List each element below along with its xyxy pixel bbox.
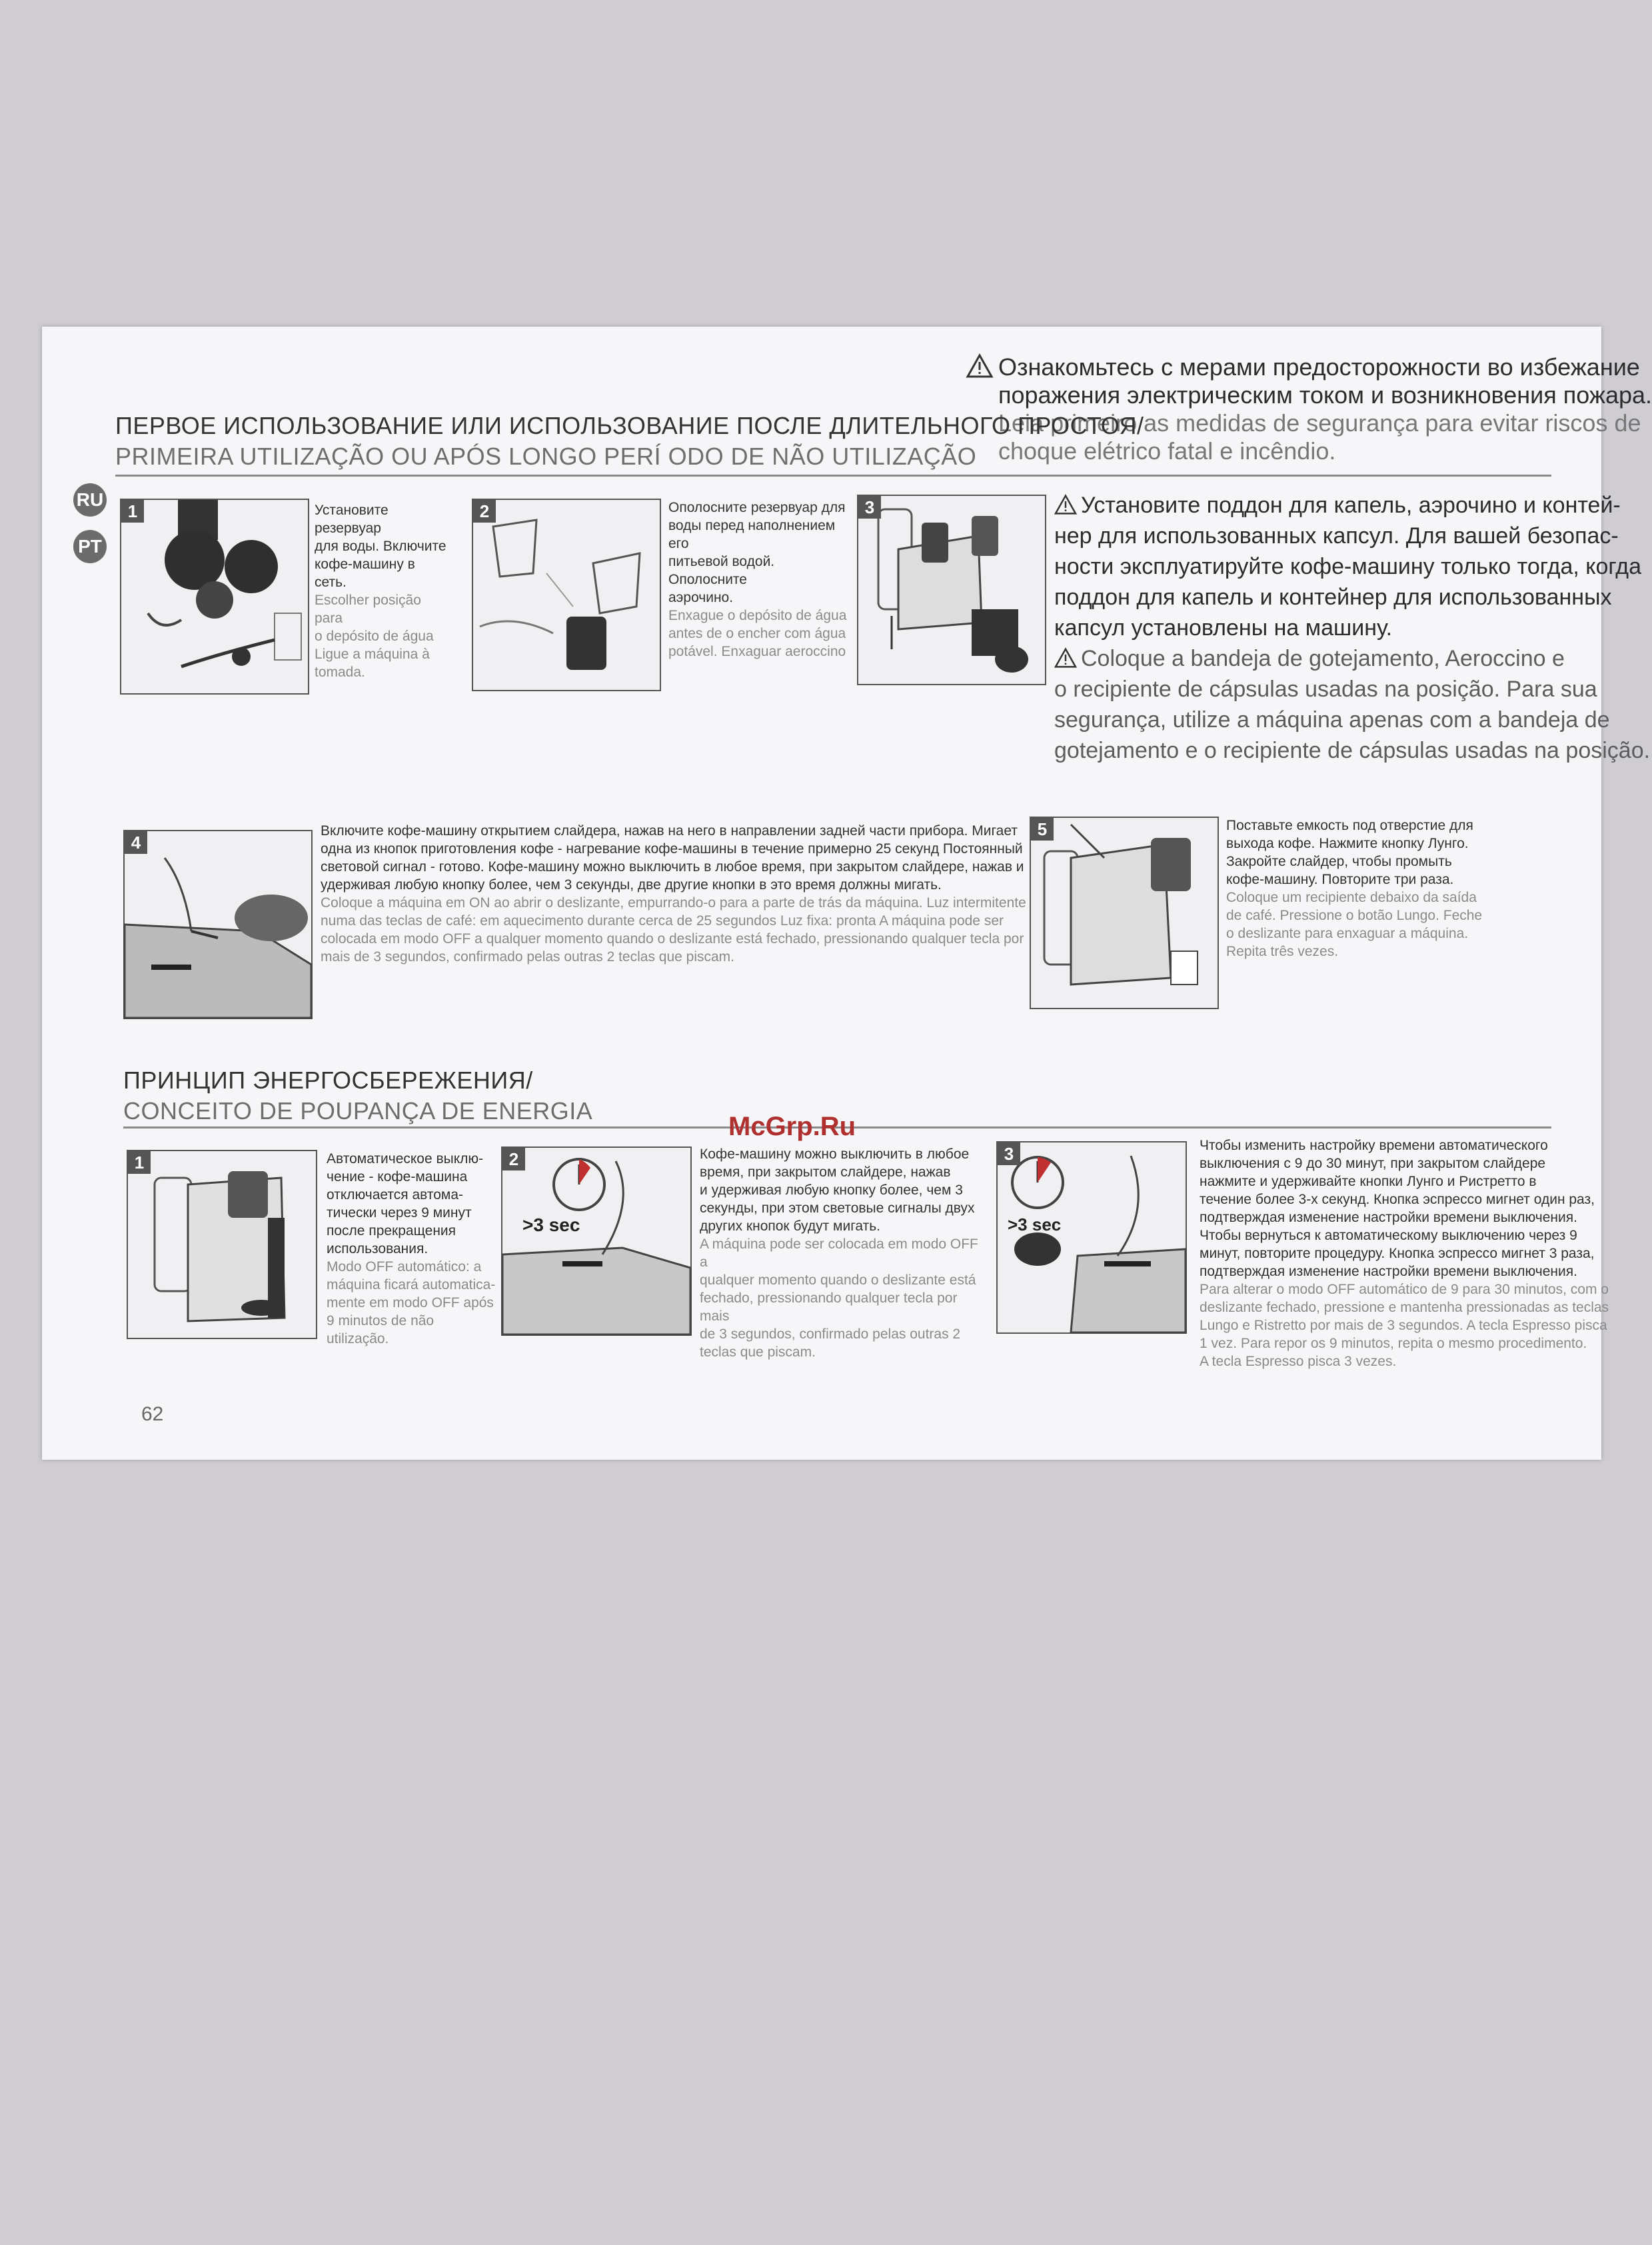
- text-line: deslizante fechado, pressione e mantenha pressionadas as teclas: [1200, 1300, 1609, 1315]
- text-line: o recipiente de cápsulas usadas na posição. Para sua: [1054, 677, 1597, 702]
- step-number: 1: [121, 500, 144, 523]
- energy-step1-text: [327, 1150, 500, 1348]
- text-line: Поставьте емкость под отверстие для: [1226, 818, 1473, 833]
- text-line: 9 minutos de não utilização.: [327, 1313, 434, 1346]
- text-line: капсул установлены на машину.: [1054, 615, 1393, 641]
- step4-illustration: [123, 830, 313, 1019]
- watermark: McGrp.Ru: [728, 1112, 856, 1141]
- machine-plug-illustration: [121, 500, 308, 693]
- text-line: удерживая любую кнопку более, чем 3 секунды, две другие кнопки в это время должны мигать.: [321, 877, 942, 893]
- hold-label: >3 sec: [1008, 1214, 1062, 1234]
- text-line: Установите поддон для капель, аэрочино и контей-: [1081, 493, 1621, 518]
- text-line: Ополосните резервуар для: [668, 500, 846, 515]
- text-line: выключения с 9 до 30 минут, при закрытом слайдере: [1200, 1156, 1546, 1171]
- text-line: Enxague o depósito de água: [668, 608, 847, 623]
- warning-icon: [1054, 648, 1077, 668]
- text-line: поддон для капель и контейнер для использованных: [1054, 585, 1612, 610]
- text-line: máquina ficará automatica-: [327, 1277, 496, 1292]
- text-line: питьевой водой. Ополосните: [668, 554, 775, 587]
- text-line: отключается автома-: [327, 1187, 464, 1202]
- text-line: секунды, при этом световые сигналы двух: [700, 1200, 975, 1216]
- text-line: Кофе-машину можно выключить в любое: [700, 1146, 970, 1162]
- text-line: colocada em modo OFF a qualquer momento quando o deslizante está fechado, pressionando qualquer tecla por: [321, 931, 1024, 947]
- text-line: аэрочино.: [668, 590, 734, 605]
- text-line: течение более 3-х секунд. Кнопка эспрессо мигнет один раз,: [1200, 1192, 1595, 1207]
- text-line: минут, повторите процедуру. Кнопка эспрессо мигнет 3 раза,: [1200, 1246, 1595, 1261]
- step-number: 1: [128, 1151, 151, 1174]
- text-line: подтверждая изменение настройки времени выключения.: [1200, 1264, 1577, 1279]
- text-line: Para alterar o modo OFF automático de 9 para 30 minutos, com o: [1200, 1282, 1609, 1297]
- text-line: чение - кофе-машина: [327, 1169, 468, 1184]
- text-line: Modo OFF automático: a: [327, 1259, 482, 1274]
- step-number: 2: [473, 500, 496, 523]
- energy-step3-illustration: [996, 1141, 1187, 1334]
- energy-step2-illustration: [501, 1146, 692, 1336]
- page-number: 62: [141, 1403, 164, 1425]
- drip-tray-illustration: [858, 496, 1045, 684]
- step1-text: [315, 501, 448, 681]
- text-line: fechado, pressionando qualquer tecla por mais: [700, 1290, 958, 1324]
- text-line: кофе-машину. Повторите три раза.: [1226, 872, 1454, 887]
- text-line: выхода кофе. Нажмите кнопку Лунго.: [1226, 836, 1469, 851]
- text-line: Coloque a máquina em ON ao abrir o deslizante, empurrando-o para a parte de trás da máquina. Luz intermitente: [321, 895, 1026, 911]
- step-number: 2: [502, 1148, 525, 1170]
- text-line: qualquer momento quando o deslizante está: [700, 1272, 976, 1288]
- energy-step2-text: [700, 1145, 980, 1361]
- step-number: 3: [858, 496, 881, 519]
- lang-badge-pt: PT: [73, 530, 107, 563]
- text-line: Чтобы вернуться к автоматическому выключению через 9: [1200, 1228, 1577, 1243]
- section2-title-pt: CONCEITO DE POUPANÇA DE ENERGIA: [123, 1097, 593, 1124]
- step-number: 3: [998, 1142, 1020, 1165]
- text-line: для воды. Включите: [315, 539, 446, 554]
- text-line: воды перед наполнением его: [668, 518, 836, 551]
- text-line: o deslizante para enxaguar a máquina.: [1226, 926, 1469, 941]
- text-line: нажмите и удерживайте кнопки Лунго и Ристретто в: [1200, 1174, 1537, 1189]
- text-line: A tecla Espresso pisca 3 vezes.: [1200, 1354, 1397, 1369]
- text-line: Coloque a bandeja de gotejamento, Aeroccino e: [1081, 646, 1565, 671]
- warning-pt-line1: Leia primeiro as medidas de segurança para evitar riscos de: [998, 409, 1641, 437]
- text-line: tomada.: [315, 665, 365, 680]
- warning-ru-line1: Ознакомьтесь с мерами предосторожности во избежание: [998, 353, 1640, 381]
- rinse-tank-illustration: [473, 500, 660, 690]
- text-line: mais de 3 segundos, confirmado pelas outras 2 teclas que piscam.: [321, 949, 735, 965]
- text-line: световой сигнал - готово. Кофе-машину можно выключить в любое время, при закрытом слайдере, нажав и: [321, 859, 1024, 875]
- text-line: segurança, utilize a máquina apenas com a bandeja de: [1054, 707, 1610, 733]
- text-line: Установите резервуар: [315, 503, 389, 536]
- text-line: de 3 segundos, confirmado pelas outras 2: [700, 1326, 961, 1342]
- text-line: время, при закрытом слайдере, нажав: [700, 1164, 951, 1180]
- text-line: potável. Enxaguar aeroccino: [668, 644, 846, 659]
- step2-illustration: [472, 499, 661, 691]
- text-line: Закройте слайдер, чтобы промыть: [1226, 854, 1452, 869]
- text-line: кофе-машину в сеть.: [315, 557, 415, 590]
- text-line: Автоматическое выклю-: [327, 1151, 484, 1166]
- step2-text: [668, 499, 848, 661]
- step3-illustration: [857, 495, 1046, 685]
- text-line: Включите кофе-машину открытием слайдера, нажав на него в направлении задней части прибора. Мигает: [321, 823, 1018, 839]
- change-timer-illustration: [998, 1142, 1186, 1332]
- warning-icon: [1054, 495, 1077, 515]
- text-line: Чтобы изменить настройку времени автоматического: [1200, 1138, 1548, 1153]
- text-line: gotejamento e o recipiente de cápsulas usadas na posição.: [1054, 738, 1651, 763]
- section2-title-ru: ПРИНЦИП ЭНЕРГОСБЕРЕЖЕНИЯ/: [123, 1067, 533, 1094]
- step-number: 5: [1031, 818, 1054, 841]
- text-line: antes de o encher com água: [668, 626, 846, 641]
- step1-illustration: [120, 499, 309, 695]
- step5-text: [1226, 817, 1506, 961]
- text-line: Ligue a máquina à: [315, 647, 430, 662]
- text-line: 1 vez. Para repor os 9 minutos, repita o mesmo procedimento.: [1200, 1336, 1587, 1351]
- lang-badge-ru: RU: [73, 483, 107, 517]
- text-line: Lungo e Ristretto por mais de 3 segundos. A tecla Espresso pisca: [1200, 1318, 1607, 1333]
- machine-auto-off-illustration: [128, 1151, 316, 1338]
- text-line: Coloque um recipiente debaixo da saída: [1226, 890, 1477, 905]
- warning-block: [966, 353, 1652, 465]
- text-line: использования.: [327, 1241, 428, 1256]
- energy-step1-illustration: [127, 1150, 317, 1339]
- text-line: numa das teclas de café: em aquecimento durante cerca de 25 segundos Luz fixa: pronta A máquina pode ser: [321, 913, 1004, 929]
- text-line: teclas que piscam.: [700, 1344, 816, 1360]
- text-line: одна из кнопок приготовления кофе - нагревание кофе-машины в течение примерно 25 секунд Постоянный: [321, 841, 1023, 857]
- warning-pt-line2: choque elétrico fatal e incêndio.: [998, 437, 1336, 465]
- warning-ru-line2: поражения электрическим током и возникновения пожара.: [998, 381, 1652, 409]
- text-line: Escolher posição para: [315, 593, 421, 626]
- section1-divider: [115, 475, 1551, 477]
- text-line: mente em modo OFF após: [327, 1295, 494, 1310]
- slider-open-illustration: [125, 831, 311, 1018]
- text-line: тически через 9 минут: [327, 1205, 472, 1220]
- hold-label: >3 sec: [522, 1214, 580, 1235]
- press-hold-illustration: [502, 1148, 690, 1334]
- step-number: 4: [125, 831, 147, 854]
- lungo-rinse-illustration: [1031, 818, 1218, 1008]
- section1-title-ru: ПЕРВОЕ ИСПОЛЬЗОВАНИЕ ИЛИ ИСПОЛЬЗОВАНИЕ ПОСЛЕ ДЛИТЕЛЬНОГО ПРОСТОЯ/: [115, 412, 1144, 439]
- section1-title-pt: PRIMEIRA UTILIZAÇÃO OU APÓS LONGO PERÍ ODO DE NÃO UTILIZAÇÃO: [115, 443, 977, 470]
- text-line: o depósito de água: [315, 629, 434, 644]
- text-line: после прекращения: [327, 1223, 456, 1238]
- text-line: подтверждая изменение настройки времени выключения.: [1200, 1210, 1577, 1225]
- warning-icon: [966, 354, 993, 378]
- step3-text: [1054, 490, 1651, 766]
- energy-step3-text: [1200, 1136, 1609, 1370]
- step5-illustration: [1030, 817, 1219, 1009]
- text-line: A máquina pode ser colocada em modo OFF a: [700, 1236, 978, 1270]
- text-line: Repita três vezes.: [1226, 944, 1339, 959]
- step4-text: [321, 822, 1026, 966]
- text-line: de café. Pressione o botão Lungo. Feche: [1226, 908, 1483, 923]
- text-line: ности эксплуатируйте кофе-машину только тогда, когда: [1054, 554, 1642, 579]
- text-line: и удерживая любую кнопку более, чем 3: [700, 1182, 963, 1198]
- text-line: нер для использованных капсул. Для вашей безопас-: [1054, 523, 1619, 549]
- text-line: других кнопок будут мигать.: [700, 1218, 881, 1234]
